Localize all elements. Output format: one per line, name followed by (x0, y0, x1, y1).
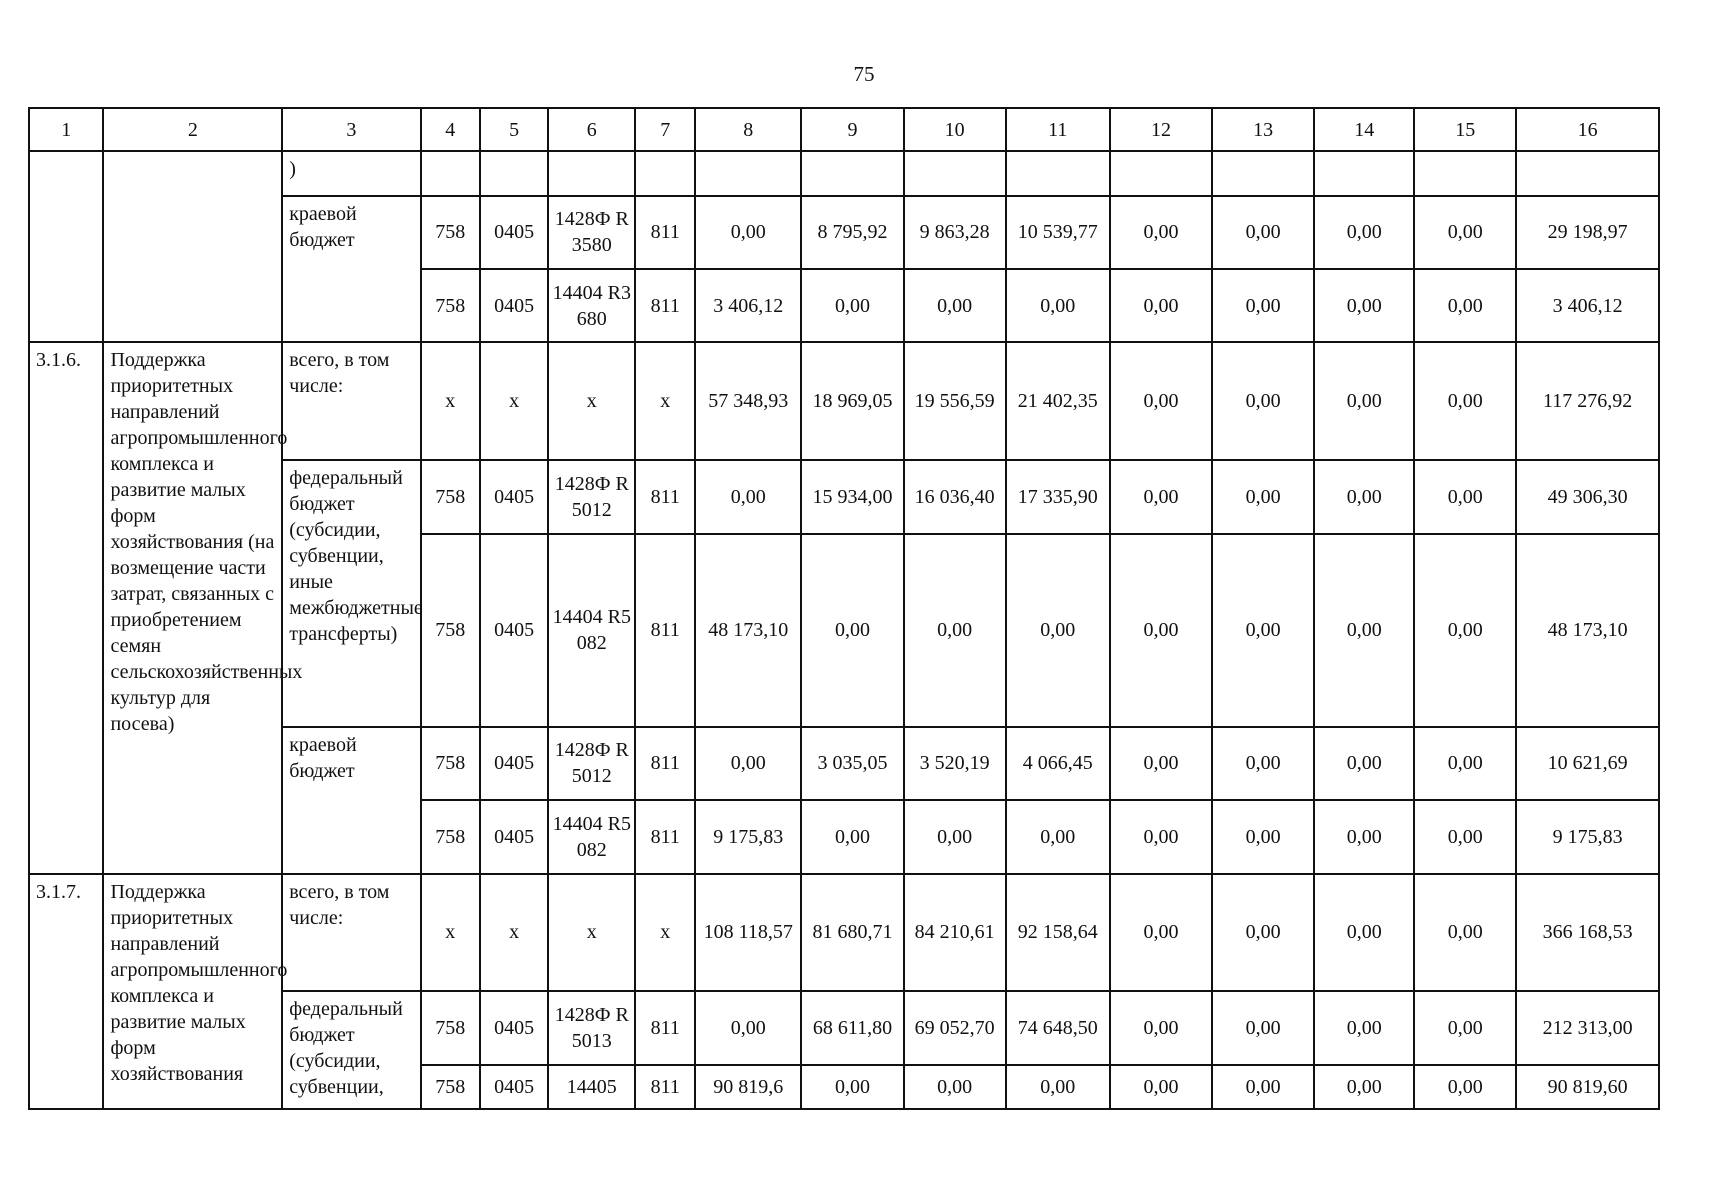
header-row (29, 108, 1659, 151)
amount-cell: 0,00 (1110, 991, 1212, 1064)
amount-cell: 0,00 (1212, 196, 1314, 269)
admin-code: 758 (421, 196, 481, 269)
item-name: Поддержка приоритетных направлений агропромышленного комплекса и развитие малых форм хозяйствования (на возмещение части затрат, связанных с приобретением семян сельскохозяйственных культур для посева) (103, 342, 282, 873)
source-cell: всего, в том числе: (282, 874, 420, 992)
amount-cell: 0,00 (695, 991, 801, 1064)
column-header: 4 (421, 108, 481, 151)
amount-cell: 0,00 (1110, 874, 1212, 992)
admin-code: 758 (421, 269, 481, 342)
total-cell: 29 198,97 (1516, 196, 1659, 269)
amount-cell: 68 611,80 (801, 991, 903, 1064)
section-code: 0405 (480, 534, 548, 727)
amount-cell: 0,00 (695, 727, 801, 800)
amount-cell: 0,00 (695, 196, 801, 269)
total-cell: 212 313,00 (1516, 991, 1659, 1064)
admin-code: 758 (421, 727, 481, 800)
section-code: 0405 (480, 460, 548, 533)
amount-cell: 0,00 (1212, 727, 1314, 800)
amount-cell: 0,00 (1414, 269, 1516, 342)
amount-cell: 0,00 (1314, 196, 1414, 269)
amount-cell: 0,00 (904, 1065, 1006, 1109)
admin-code: 758 (421, 1065, 481, 1109)
expense-type: 811 (635, 800, 695, 873)
admin-code: 758 (421, 800, 481, 873)
column-header: 13 (1212, 108, 1314, 151)
source-cell: краевой бюджет (282, 196, 420, 343)
amount-cell: 0,00 (1314, 800, 1414, 873)
budget-table (28, 107, 1660, 1110)
admin-code: 758 (421, 460, 481, 533)
continuation-row (29, 151, 1659, 195)
item-number: 3.1.7. (29, 874, 103, 1109)
target-code: 1428Ф R3580 (548, 196, 635, 269)
admin-code: х (421, 874, 481, 992)
item-name-cell (103, 151, 282, 342)
table-row (29, 342, 1659, 460)
amount-cell: 0,00 (1212, 991, 1314, 1064)
item-number-cell (29, 151, 103, 342)
target-code: х (548, 342, 635, 460)
total-cell: 49 306,30 (1516, 460, 1659, 533)
amount-cell: 0,00 (1110, 196, 1212, 269)
source-cell: федеральный бюджет (субсидии, субвенции, иные межбюджетные трансферты) (282, 460, 420, 727)
amount-cell: 0,00 (1414, 800, 1516, 873)
amount-cell: 0,00 (1414, 460, 1516, 533)
amount-cell: 10 539,77 (1006, 196, 1110, 269)
amount-cell: 0,00 (801, 269, 903, 342)
item-number: 3.1.6. (29, 342, 103, 873)
amount-cell: 0,00 (1314, 460, 1414, 533)
expense-type: 811 (635, 991, 695, 1064)
amount-cell: 0,00 (801, 800, 903, 873)
total-cell: 10 621,69 (1516, 727, 1659, 800)
column-header: 6 (548, 108, 635, 151)
column-header: 5 (480, 108, 548, 151)
expense-type: 811 (635, 1065, 695, 1109)
amount-cell: 0,00 (1314, 874, 1414, 992)
amount-cell: 84 210,61 (904, 874, 1006, 992)
amount-cell: 0,00 (1212, 269, 1314, 342)
expense-type: х (635, 874, 695, 992)
section-code: х (480, 342, 548, 460)
amount-cell: 8 795,92 (801, 196, 903, 269)
source-cell: всего, в том числе: (282, 342, 420, 460)
column-header: 10 (904, 108, 1006, 151)
column-header: 7 (635, 108, 695, 151)
expense-type: 811 (635, 727, 695, 800)
amount-cell: 9 863,28 (904, 196, 1006, 269)
column-header: 12 (1110, 108, 1212, 151)
column-header: 11 (1006, 108, 1110, 151)
amount-cell: 0,00 (1314, 1065, 1414, 1109)
target-code: 14404 R3680 (548, 269, 635, 342)
section-code: 0405 (480, 1065, 548, 1109)
column-header: 8 (695, 108, 801, 151)
amount-cell: 74 648,50 (1006, 991, 1110, 1064)
target-code: 14404 R5082 (548, 534, 635, 727)
amount-cell: 48 173,10 (695, 534, 801, 727)
column-header: 14 (1314, 108, 1414, 151)
expense-type: 811 (635, 460, 695, 533)
amount-cell: 0,00 (1414, 1065, 1516, 1109)
target-code: 1428Ф R5012 (548, 460, 635, 533)
column-header: 3 (282, 108, 420, 151)
total-cell: 90 819,60 (1516, 1065, 1659, 1109)
total-cell: 9 175,83 (1516, 800, 1659, 873)
amount-cell: 108 118,57 (695, 874, 801, 992)
amount-cell: 0,00 (1006, 269, 1110, 342)
amount-cell: 0,00 (1110, 534, 1212, 727)
amount-cell: 0,00 (1414, 342, 1516, 460)
amount-cell: 0,00 (1110, 800, 1212, 873)
amount-cell: 0,00 (1314, 534, 1414, 727)
target-code: х (548, 874, 635, 992)
amount-cell: 57 348,93 (695, 342, 801, 460)
expense-type: 811 (635, 534, 695, 727)
amount-cell: 0,00 (1414, 874, 1516, 992)
source-cell: ) (282, 151, 420, 195)
amount-cell: 3 035,05 (801, 727, 903, 800)
target-code: 14405 (548, 1065, 635, 1109)
amount-cell: 0,00 (1110, 727, 1212, 800)
amount-cell: 81 680,71 (801, 874, 903, 992)
amount-cell: 4 066,45 (1006, 727, 1110, 800)
amount-cell: 0,00 (1006, 800, 1110, 873)
total-cell: 3 406,12 (1516, 269, 1659, 342)
column-header: 15 (1414, 108, 1516, 151)
admin-code: 758 (421, 534, 481, 727)
amount-cell: 15 934,00 (801, 460, 903, 533)
amount-cell: 3 406,12 (695, 269, 801, 342)
amount-cell: 0,00 (1212, 1065, 1314, 1109)
amount-cell: 69 052,70 (904, 991, 1006, 1064)
amount-cell: 0,00 (1110, 342, 1212, 460)
amount-cell: 3 520,19 (904, 727, 1006, 800)
amount-cell: 0,00 (801, 1065, 903, 1109)
amount-cell: 0,00 (1006, 534, 1110, 727)
amount-cell: 16 036,40 (904, 460, 1006, 533)
amount-cell: 0,00 (1006, 1065, 1110, 1109)
amount-cell: 0,00 (1212, 874, 1314, 992)
amount-cell: 21 402,35 (1006, 342, 1110, 460)
amount-cell: 19 556,59 (904, 342, 1006, 460)
amount-cell: 0,00 (904, 800, 1006, 873)
amount-cell: 0,00 (1414, 727, 1516, 800)
amount-cell: 0,00 (1110, 269, 1212, 342)
amount-cell: 9 175,83 (695, 800, 801, 873)
admin-code: х (421, 342, 481, 460)
target-code: 14404 R5082 (548, 800, 635, 873)
amount-cell: 0,00 (1414, 196, 1516, 269)
total-cell: 117 276,92 (1516, 342, 1659, 460)
column-header: 1 (29, 108, 103, 151)
source-cell: федеральный бюджет (субсидии, субвенции, (282, 991, 420, 1109)
amount-cell: 0,00 (1110, 1065, 1212, 1109)
table-row (29, 874, 1659, 992)
target-code: 1428Ф R5012 (548, 727, 635, 800)
item-name: Поддержка приоритетных направлений агропромышленного комплекса и развитие малых форм хозяйствования (103, 874, 282, 1109)
amount-cell: 0,00 (1212, 534, 1314, 727)
amount-cell: 17 335,90 (1006, 460, 1110, 533)
amount-cell: 0,00 (1314, 342, 1414, 460)
section-code: х (480, 874, 548, 992)
amount-cell: 0,00 (695, 460, 801, 533)
amount-cell: 0,00 (1212, 342, 1314, 460)
amount-cell: 0,00 (1314, 269, 1414, 342)
admin-code: 758 (421, 991, 481, 1064)
page-number: 75 (853, 62, 875, 86)
total-cell: 48 173,10 (1516, 534, 1659, 727)
amount-cell: 0,00 (1414, 991, 1516, 1064)
expense-type: 811 (635, 196, 695, 269)
amount-cell: 18 969,05 (801, 342, 903, 460)
target-code: 1428Ф R5013 (548, 991, 635, 1064)
source-cell: краевой бюджет (282, 727, 420, 874)
amount-cell: 0,00 (904, 534, 1006, 727)
section-code: 0405 (480, 196, 548, 269)
amount-cell: 0,00 (1414, 534, 1516, 727)
section-code: 0405 (480, 800, 548, 873)
amount-cell: 0,00 (1314, 727, 1414, 800)
amount-cell: 0,00 (1314, 991, 1414, 1064)
expense-type: 811 (635, 269, 695, 342)
expense-type: х (635, 342, 695, 460)
amount-cell: 0,00 (1212, 460, 1314, 533)
amount-cell: 0,00 (904, 269, 1006, 342)
section-code: 0405 (480, 269, 548, 342)
amount-cell: 0,00 (801, 534, 903, 727)
amount-cell: 0,00 (1212, 800, 1314, 873)
amount-cell: 0,00 (1110, 460, 1212, 533)
column-header: 9 (801, 108, 903, 151)
amount-cell: 90 819,6 (695, 1065, 801, 1109)
section-code: 0405 (480, 727, 548, 800)
column-header: 16 (1516, 108, 1659, 151)
total-cell: 366 168,53 (1516, 874, 1659, 992)
column-header: 2 (103, 108, 282, 151)
section-code: 0405 (480, 991, 548, 1064)
amount-cell: 92 158,64 (1006, 874, 1110, 992)
